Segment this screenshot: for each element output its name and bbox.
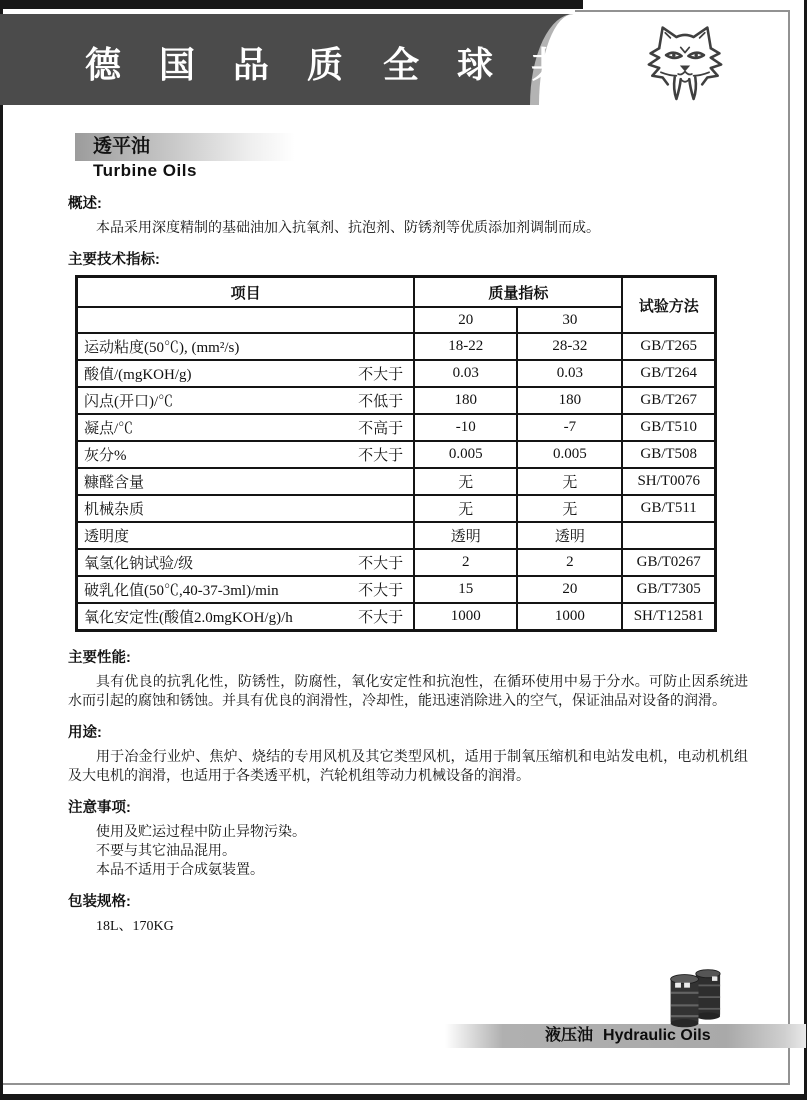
row-name: 酸值/(mgKOH/g) [84,367,192,383]
note-item: 使用及贮运过程中防止异物污染。 [96,825,306,840]
row-value-20: 180 [414,387,517,414]
table-row [77,549,716,576]
row-name: 灰分% [84,448,127,464]
product-title-zh: 透平油 [75,133,295,161]
header-slogan-right: 全 球 共 享 [383,44,656,85]
row-value-20: 0.03 [414,360,517,387]
row-value-30: 180 [517,387,622,414]
row-qualifier: 不大于 [358,610,404,626]
row-name: 氧氢化钠试验/级 [84,556,194,572]
packaging-heading: 包装规格: [68,894,131,910]
row-method [622,522,715,549]
row-value-20: 15 [414,576,517,603]
row-method: SH/T0076 [622,468,715,495]
overview-heading: 概述: [68,196,102,212]
page-frame-left [0,0,3,1100]
row-qualifier: 不大于 [358,367,404,383]
table-row [77,333,716,360]
footer-label-zh: 液压油 [545,1027,594,1044]
row-method: GB/T264 [622,360,715,387]
table-row [77,576,716,603]
header-slogan-left: 德 国 品 质 [85,44,358,85]
row-value-30: 0.03 [517,360,622,387]
packaging-text: 18L、170KG [96,919,174,934]
row-name: 透明度 [84,529,130,545]
usage-heading: 用途: [68,725,102,741]
footer-label-en: Hydraulic Oils [603,1027,711,1044]
row-value-30: 1000 [517,603,622,631]
row-method: SH/T12581 [622,603,715,631]
table-row [77,441,716,468]
table-row [77,522,716,549]
row-name: 闪点(开口)/℃ [84,394,174,410]
row-value-20: -10 [414,414,517,441]
row-value-30: 2 [517,549,622,576]
row-value-20: 1000 [414,603,517,631]
row-value-20: 无 [414,468,517,495]
row-name: 机械杂质 [84,502,145,518]
overview-text: 本品采用深度精制的基础油加入抗氧剂、抗泡剂、防锈剂等优质添加剂调制而成。 [96,221,600,236]
header-slogan [85,37,656,88]
row-value-20: 透明 [414,522,517,549]
grade-20: 20 [414,307,517,333]
note-item: 不要与其它油品混用。 [96,844,236,859]
row-value-20: 0.005 [414,441,517,468]
specs-heading: 主要技术指标: [68,252,160,268]
usage-text: 用于冶金行业炉、焦炉、烧结的专用风机及其它类型风机，适用于制氧压缩机和电站发电机，电动机机组及大电机的润滑，也适用于各类透平机，汽轮机组等动力机械设备的润滑。 [68,750,748,784]
row-value-30: 20 [517,576,622,603]
row-name: 破乳化值(50℃,40-37-3ml)/min [84,583,279,599]
oil-drums-icon [658,966,730,1035]
spec-table [75,275,717,632]
grade-30: 30 [517,307,622,333]
row-name: 凝点/℃ [84,421,134,437]
row-method: GB/T508 [622,441,715,468]
row-value-30: -7 [517,414,622,441]
table-row [77,495,716,522]
row-method: GB/T511 [622,495,715,522]
row-name: 氧化安定性(酸值2.0mgKOH/g)/h [84,610,293,626]
notes-heading: 注意事项: [68,800,131,816]
row-value-30: 透明 [517,522,622,549]
row-qualifier: 不大于 [358,583,404,599]
table-row [77,387,716,414]
row-method: GB/T0267 [622,549,715,576]
product-title-en: Turbine Oils [93,161,197,180]
row-qualifier: 不高于 [358,421,404,437]
performance-heading: 主要性能: [68,650,131,666]
sheet-border-right [788,10,790,1085]
sheet-border-top [575,10,790,12]
row-qualifier: 不大于 [358,448,404,464]
note-item: 本品不适用于合成氨装置。 [96,863,264,878]
col-header-item: 项目 [77,277,415,308]
sheet-border-bottom [3,1083,790,1085]
row-name: 糠醛含量 [84,475,145,491]
row-value-30: 无 [517,495,622,522]
row-method: GB/T7305 [622,576,715,603]
document-body [68,192,748,936]
table-row [77,468,716,495]
table-header-row-1 [77,277,716,308]
row-value-30: 28-32 [517,333,622,360]
row-method: GB/T265 [622,333,715,360]
table-header-row-2 [77,307,716,333]
row-qualifier: 不低于 [358,394,404,410]
footer-category-bar [445,1024,806,1048]
row-name: 运动粘度(50℃), (mm²/s) [84,340,240,356]
col-header-quality: 质量指标 [414,277,622,308]
row-method: GB/T267 [622,387,715,414]
col-header-empty [77,307,415,333]
row-value-20: 无 [414,495,517,522]
row-value-30: 无 [517,468,622,495]
page-top-strip [0,0,583,9]
row-value-30: 0.005 [517,441,622,468]
page-frame-bottom [0,1094,807,1100]
bobcat-logo-icon [642,18,728,111]
row-value-20: 18-22 [414,333,517,360]
performance-text: 具有优良的抗乳化性，防锈性，防腐性，氧化安定性和抗泡性，在循环使用中易于分水。可防止因系统进水而引起的腐蚀和锈蚀。并具有优良的润滑性，冷却性，能迅速消除进入的空气，保证油品对设备的润滑。 [68,675,748,709]
col-header-method: 试验方法 [622,277,715,334]
row-value-20: 2 [414,549,517,576]
table-row [77,603,716,631]
table-row [77,360,716,387]
row-qualifier: 不大于 [358,556,404,572]
table-row [77,414,716,441]
row-method: GB/T510 [622,414,715,441]
